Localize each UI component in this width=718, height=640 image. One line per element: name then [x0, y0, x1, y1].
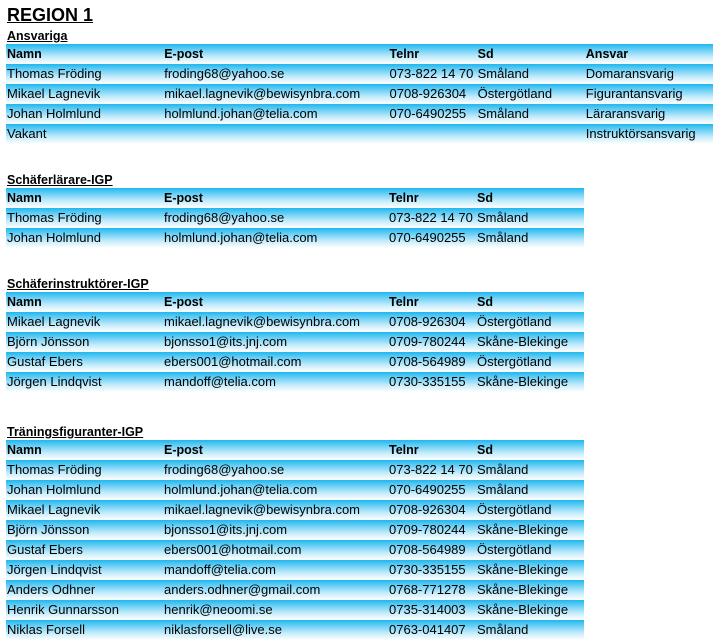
table-row — [6, 620, 584, 640]
cell-name: Johan Holmlund — [6, 228, 163, 248]
cell-sd: Småland — [476, 208, 584, 228]
cell-sd: Småland — [477, 104, 585, 124]
cell-tel: 073-822 14 70 — [388, 208, 476, 228]
header-email: E-post — [163, 188, 388, 208]
cell-sd: Östergötland — [476, 540, 584, 560]
table-row — [6, 600, 584, 620]
header-name: Namn — [6, 440, 163, 460]
section-schaferlarare — [6, 172, 714, 248]
cell-name: Björn Jönsson — [6, 520, 163, 540]
cell-email[interactable]: mandoff@telia.com — [163, 560, 388, 580]
cell-name: Anders Odhner — [6, 580, 163, 600]
cell-name: Mikael Lagnevik — [6, 84, 163, 104]
section-title: Schäferinstruktörer-IGP — [7, 277, 149, 291]
header-row — [6, 292, 584, 312]
cell-sd: Skåne-Blekinge — [476, 600, 584, 620]
cell-email[interactable]: holmlund.johan@telia.com — [163, 480, 388, 500]
table-row — [6, 372, 584, 392]
cell-email[interactable]: mikael.lagnevik@bewisynbra.com — [163, 500, 388, 520]
contacts-table — [6, 292, 584, 392]
cell-tel: 0708-564989 — [388, 352, 476, 372]
cell-email[interactable]: holmlund.johan@telia.com — [163, 104, 388, 124]
cell-tel: 0709-780244 — [388, 520, 476, 540]
table-row — [6, 124, 713, 144]
cell-name: Johan Holmlund — [6, 480, 163, 500]
section-title: Schäferlärare-IGP — [7, 173, 113, 187]
contacts-table — [6, 188, 584, 248]
cell-sd: Småland — [477, 64, 585, 84]
table-row — [6, 460, 584, 480]
cell-role: Läraransvarig — [585, 104, 713, 124]
cell-email[interactable]: ebers001@hotmail.com — [163, 352, 388, 372]
table-row — [6, 64, 713, 84]
header-name: Namn — [6, 44, 163, 64]
cell-tel: 073-822 14 70 — [388, 460, 476, 480]
table-row — [6, 500, 584, 520]
cell-email[interactable]: mikael.lagnevik@bewisynbra.com — [163, 312, 388, 332]
header-email: E-post — [163, 44, 388, 64]
cell-email[interactable]: henrik@neoomi.se — [163, 600, 388, 620]
cell-sd: Östergötland — [476, 352, 584, 372]
header-row — [6, 44, 713, 64]
cell-tel: 070-6490255 — [388, 480, 476, 500]
table-row — [6, 208, 584, 228]
table-row — [6, 332, 584, 352]
cell-name: Gustaf Ebers — [6, 540, 163, 560]
cell-sd: Småland — [476, 480, 584, 500]
cell-sd: Skåne-Blekinge — [476, 580, 584, 600]
cell-name: Jörgen Lindqvist — [6, 372, 163, 392]
header-name: Namn — [6, 292, 163, 312]
cell-sd: Småland — [476, 620, 584, 640]
region-title: REGION 1 — [7, 5, 94, 25]
cell-sd: Östergötland — [477, 84, 585, 104]
section-schaferinstruktorer — [6, 276, 714, 392]
header-sd: Sd — [476, 292, 584, 312]
table-row — [6, 480, 584, 500]
cell-role: Figurantansvarig — [585, 84, 713, 104]
cell-sd: Småland — [476, 460, 584, 480]
cell-sd: Skåne-Blekinge — [476, 560, 584, 580]
table-row — [6, 84, 713, 104]
cell-email[interactable]: froding68@yahoo.se — [163, 208, 388, 228]
header-tel: Telnr — [388, 292, 476, 312]
header-tel: Telnr — [388, 440, 476, 460]
cell-email[interactable]: bjonsso1@its.jnj.com — [163, 332, 388, 352]
header-row — [6, 188, 584, 208]
cell-role: Domaransvarig — [585, 64, 713, 84]
section-traningsfiguranter — [6, 424, 714, 640]
header-row — [6, 440, 584, 460]
cell-sd: Skåne-Blekinge — [476, 520, 584, 540]
header-tel: Telnr — [389, 44, 477, 64]
cell-sd: Östergötland — [476, 312, 584, 332]
cell-tel: 070-6490255 — [389, 104, 477, 124]
header-email: E-post — [163, 292, 388, 312]
document-page — [6, 4, 714, 640]
cell-name: Johan Holmlund — [6, 104, 163, 124]
table-row — [6, 520, 584, 540]
cell-tel: 0763-041407 — [388, 620, 476, 640]
contacts-table — [6, 440, 584, 640]
cell-tel: 0708-926304 — [388, 500, 476, 520]
table-row — [6, 540, 584, 560]
cell-tel: 0730-335155 — [388, 560, 476, 580]
header-role: Ansvar — [585, 44, 713, 64]
cell-name: Vakant — [6, 124, 163, 144]
section-title: Ansvariga — [7, 29, 68, 43]
cell-name: Jörgen Lindqvist — [6, 560, 163, 580]
cell-tel: 0708-564989 — [388, 540, 476, 560]
header-tel: Telnr — [388, 188, 476, 208]
cell-name: Gustaf Ebers — [6, 352, 163, 372]
cell-sd: Skåne-Blekinge — [476, 372, 584, 392]
cell-tel: 0708-926304 — [389, 84, 477, 104]
cell-tel: 0709-780244 — [388, 332, 476, 352]
cell-sd: Skåne-Blekinge — [476, 332, 584, 352]
header-sd: Sd — [476, 440, 584, 460]
cell-tel: 0735-314003 — [388, 600, 476, 620]
table-row — [6, 228, 584, 248]
cell-email[interactable]: anders.odhner@gmail.com — [163, 580, 388, 600]
section-spacer — [6, 144, 714, 172]
table-row — [6, 104, 713, 124]
table-row — [6, 312, 584, 332]
section-ansvariga — [6, 28, 714, 144]
header-sd: Sd — [476, 188, 584, 208]
cell-sd: Östergötland — [476, 500, 584, 520]
cell-name: Thomas Fröding — [6, 460, 163, 480]
cell-email — [163, 124, 388, 144]
cell-name: Henrik Gunnarsson — [6, 600, 163, 620]
cell-tel: 073-822 14 70 — [389, 64, 477, 84]
header-sd: Sd — [477, 44, 585, 64]
cell-name: Mikael Lagnevik — [6, 500, 163, 520]
cell-name: Mikael Lagnevik — [6, 312, 163, 332]
cell-email[interactable]: froding68@yahoo.se — [163, 64, 388, 84]
section-title: Träningsfiguranter-IGP — [7, 425, 144, 439]
header-email: E-post — [163, 440, 388, 460]
header-name: Namn — [6, 188, 163, 208]
cell-email[interactable]: froding68@yahoo.se — [163, 460, 388, 480]
cell-email[interactable]: niklasforsell@live.se — [163, 620, 388, 640]
table-row — [6, 580, 584, 600]
cell-role: Instruktörsansvarig — [585, 124, 713, 144]
cell-name: Niklas Forsell — [6, 620, 163, 640]
cell-tel — [389, 124, 477, 144]
cell-tel: 070-6490255 — [388, 228, 476, 248]
cell-tel: 0730-335155 — [388, 372, 476, 392]
section-spacer — [6, 392, 714, 424]
cell-name: Thomas Fröding — [6, 64, 163, 84]
cell-name: Thomas Fröding — [6, 208, 163, 228]
table-row — [6, 352, 584, 372]
table-row — [6, 560, 584, 580]
cell-tel: 0708-926304 — [388, 312, 476, 332]
cell-email[interactable]: bjonsso1@its.jnj.com — [163, 520, 388, 540]
section-spacer — [6, 248, 714, 276]
cell-email[interactable]: mandoff@telia.com — [163, 372, 388, 392]
cell-name: Björn Jönsson — [6, 332, 163, 352]
cell-tel: 0768-771278 — [388, 580, 476, 600]
cell-email[interactable]: ebers001@hotmail.com — [163, 540, 388, 560]
cell-email[interactable]: mikael.lagnevik@bewisynbra.com — [163, 84, 388, 104]
cell-sd — [477, 124, 585, 144]
cell-sd: Småland — [476, 228, 584, 248]
contacts-table — [6, 44, 713, 144]
cell-email[interactable]: holmlund.johan@telia.com — [163, 228, 388, 248]
